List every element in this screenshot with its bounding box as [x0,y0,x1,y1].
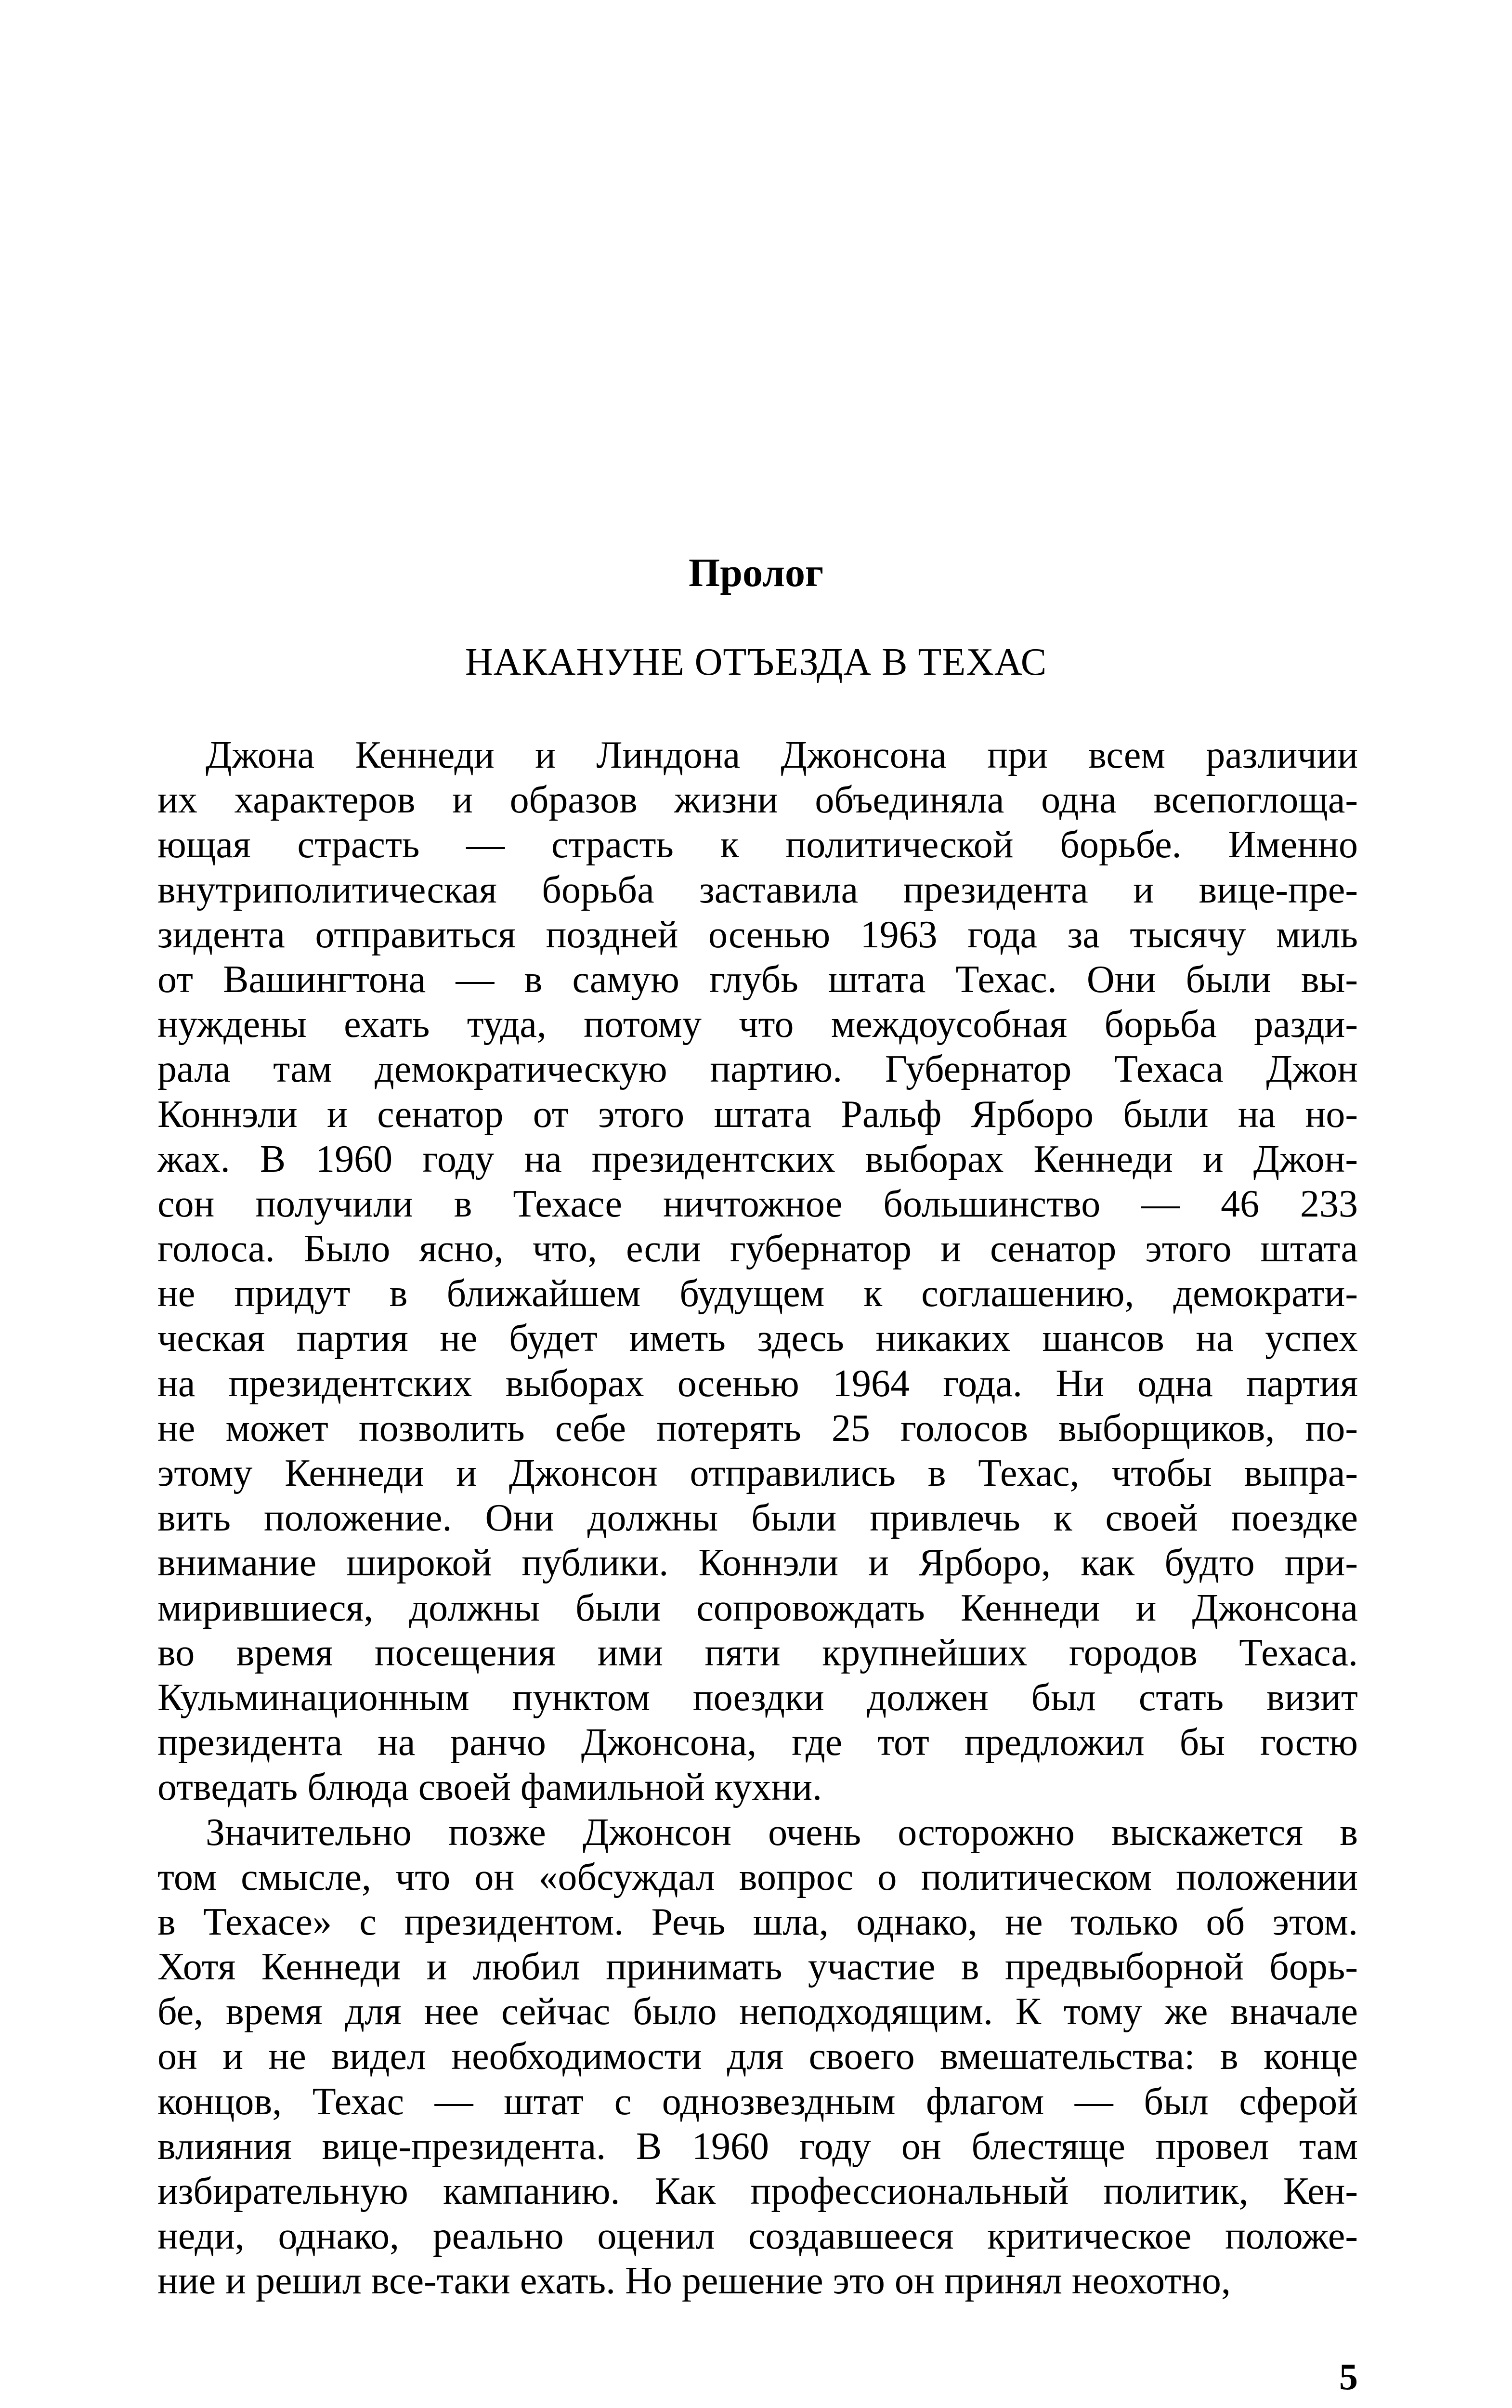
text-line: неди, однако, реально оценил создавшееся критическое положе- [157,2215,1358,2258]
text-line: от Вашингтона — в самую глубь штата Техас. Они были вы- [157,958,1358,1001]
text-line: президента на ранчо Джонсона, где тот предложил бы гостю [157,1721,1358,1764]
text-line: на президентских выборах осенью 1964 года. Ни одна партия [157,1362,1358,1405]
text-line: концов, Техас — штат с однозвездным флагом — был сферой [157,2080,1358,2123]
text-line: жах. В 1960 году на президентских выборах Кеннеди и Джон- [157,1138,1358,1180]
text-line: мирившиеся, должны были сопровождать Кеннеди и Джонсона [157,1586,1358,1629]
text-line: внутриполитическая борьба заставила президента и вице-пре- [157,868,1358,911]
text-line: во время посещения ими пяти крупнейших городов Техаса. [157,1631,1358,1674]
text-line: избирательную кампанию. Как профессиональный политик, Кен- [157,2170,1358,2212]
text-line: внимание широкой публики. Коннэли и Ярборо, как будто при- [157,1542,1358,1584]
text-line: ющая страсть — страсть к политической борьбе. Именно [157,824,1358,866]
text-line: влияния вице-президента. В 1960 году он блестяще провел там [157,2125,1358,2168]
page-number: 5 [1339,2355,1358,2397]
body-text [157,733,1358,2304]
text-line: бе, время для нее сейчас было неподходящим. К тому же вначале [157,1990,1358,2033]
text-line: рала там демократическую партию. Губернатор Техаса Джон [157,1048,1358,1091]
text-line: ческая партия не будет иметь здесь никаких шансов на успех [157,1317,1358,1360]
text-line: Коннэли и сенатор от этого штата Ральф Ярборо были на но- [157,1093,1358,1136]
text-line: зидента отправиться поздней осенью 1963 года за тысячу миль [157,913,1358,956]
text-line: Джона Кеннеди и Линдона Джонсона при всем различии [206,734,1358,776]
text-line: этому Кеннеди и Джонсон отправились в Техас, чтобы выпра- [157,1452,1358,1494]
text-line: Значительно позже Джонсон очень осторожно выскажется в [206,1811,1358,1854]
paragraph [157,1810,1358,2304]
text-line: ние и решил все-таки ехать. Но решение это он принял неохотно, [157,2260,1231,2303]
text-line: том смысле, что он «обсуждал вопрос о политическом положении [157,1856,1358,1898]
chapter-title: Пролог [688,550,824,595]
section-title: НАКАНУНЕ ОТЪЕЗДА В ТЕХАС [465,641,1047,683]
text-line: сон получили в Техасе ничтожное большинство — 46 233 [157,1182,1358,1225]
text-line: их характеров и образов жизни объединяла одна всепоглоща- [157,779,1358,822]
text-line: вить положение. Они должны были привлечь к своей поездке [157,1497,1358,1540]
text-line: не может позволить себе потерять 25 голосов выборщиков, по- [157,1407,1358,1450]
text-line: в Техасе» с президентом. Речь шла, однако, не только об этом. [157,1900,1358,1943]
text-line: отведать блюда своей фамильной кухни. [157,1766,822,1809]
text-line: не придут в ближайшем будущем к соглашению, демократи- [157,1272,1358,1315]
text-line: Кульминационным пунктом поездки должен был стать визит [157,1676,1358,1719]
text-line: голоса. Было ясно, что, если губернатор и сенатор этого штата [157,1228,1358,1270]
paragraph [157,733,1358,1810]
text-line: Хотя Кеннеди и любил принимать участие в предвыборной борь- [157,1946,1358,1989]
text-line: нуждены ехать туда, потому что междоусобная борьба разди- [157,1003,1358,1046]
text-line: он и не видел необходимости для своего вмешательства: в конце [157,2035,1358,2078]
